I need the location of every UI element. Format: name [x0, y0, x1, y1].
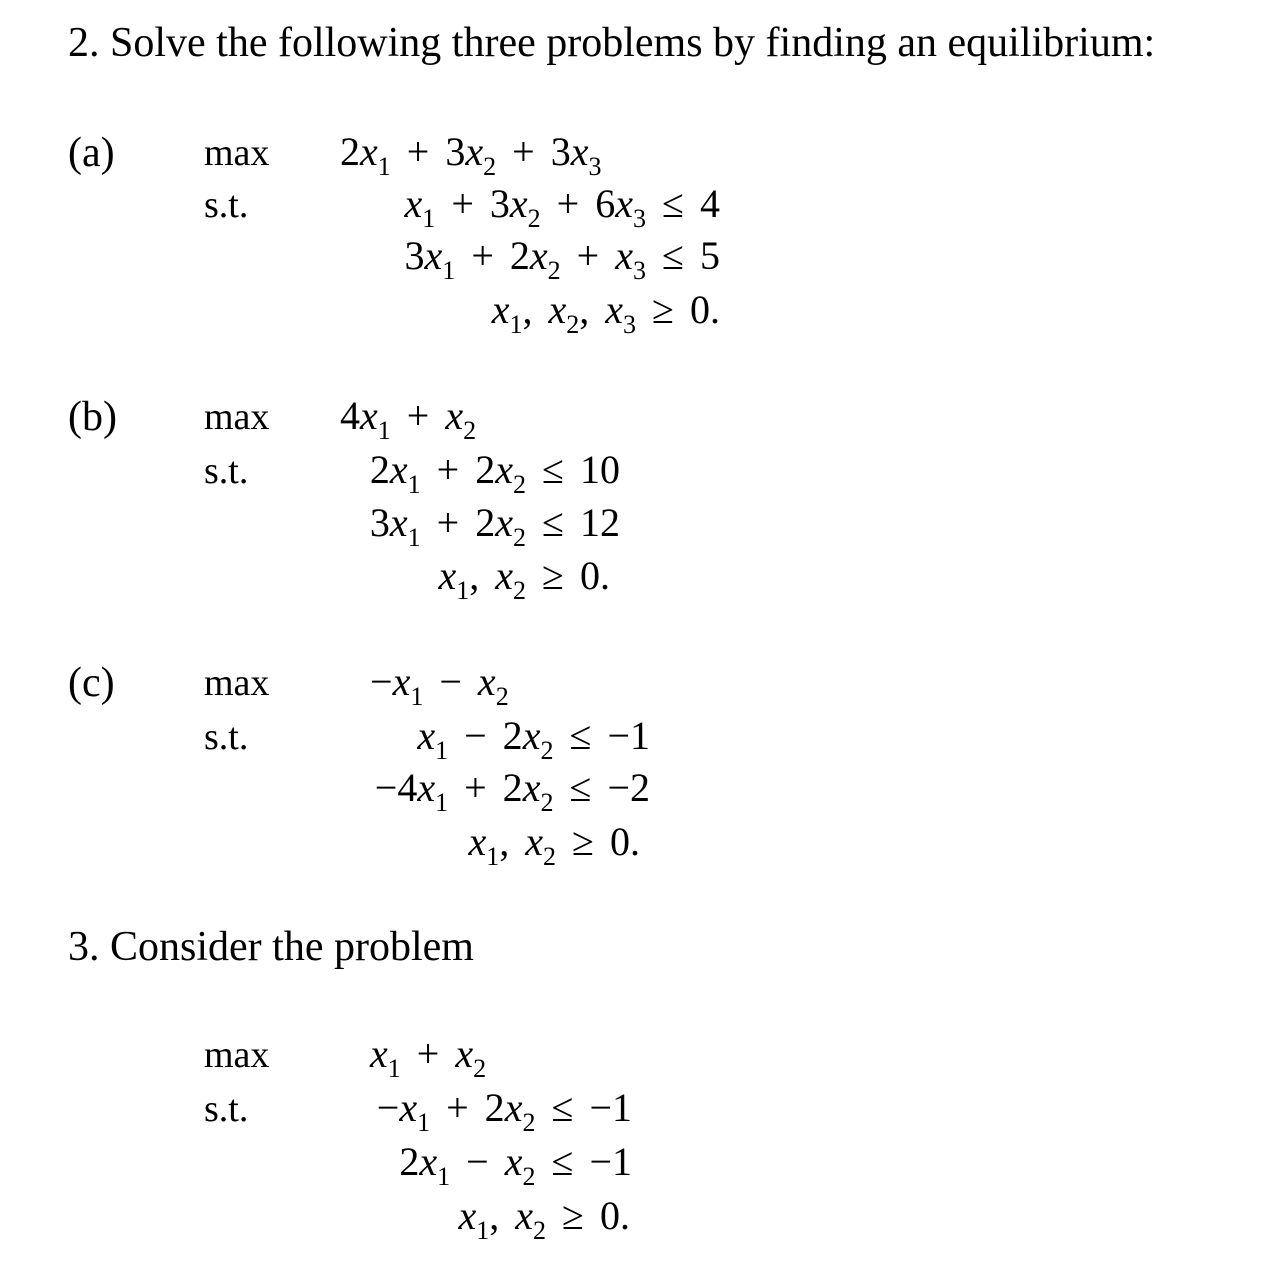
q3-constraint-1: $-x_1 + 2x_2 \le -1$ — [376, 1085, 632, 1137]
part-a-nonnegativity: $x_1$, $x_2$, $x_3 \ge 0$. — [491, 287, 720, 339]
part-b-constraint-1: $2x_1 + 2x_2 \le 10$ — [369, 447, 620, 499]
q3-constraint-2: $2x_1 - x_2 \le -1$ — [399, 1139, 632, 1191]
part-b-objective: $4x_1 + x_2$ — [340, 393, 477, 445]
part-c-label: (c) — [68, 660, 115, 706]
question-3-heading: 3. Consider the problem — [68, 924, 474, 970]
q3-st-label: s.t. — [204, 1088, 249, 1130]
part-c-nonnegativity: $x_1$, $x_2 \ge 0$. — [468, 819, 640, 871]
part-a-label: (a) — [68, 130, 115, 176]
part-b-constraint-2: $3x_1 + 2x_2 \le 12$ — [369, 500, 620, 552]
part-b-label: (b) — [68, 394, 117, 440]
part-a-constraint-1: $x_1 + 3x_2 + 6x_3 \le 4$ — [404, 181, 720, 233]
q3-objective: $x_1 + x_2$ — [370, 1031, 487, 1083]
part-c-max-label: max — [204, 662, 270, 704]
part-a-constraint-2: $3x_1 + 2x_2 + x_3 \le 5$ — [404, 233, 720, 285]
part-c-st-label: s.t. — [204, 716, 249, 758]
part-c-objective: $-x_1 - x_2$ — [370, 659, 509, 711]
part-b-max-label: max — [204, 396, 270, 438]
part-b-st-label: s.t. — [204, 450, 249, 492]
part-a-objective: $2x_1 + 3x_2 + 3x_3$ — [340, 129, 602, 181]
question-2-heading: 2. Solve the following three problems by finding an equilibrium: — [68, 20, 1156, 66]
part-b-nonnegativity: $x_1$, $x_2 \ge 0$. — [438, 553, 610, 605]
part-c-constraint-2: $-4x_1 + 2x_2 \le -2$ — [374, 765, 650, 817]
part-c-constraint-1: $x_1 - 2x_2 \le -1$ — [417, 713, 650, 765]
part-a-st-label: s.t. — [204, 184, 249, 226]
q3-nonnegativity: $x_1$, $x_2 \ge 0$. — [458, 1193, 630, 1245]
q3-max-label: max — [204, 1034, 270, 1076]
part-a-max-label: max — [204, 132, 270, 174]
